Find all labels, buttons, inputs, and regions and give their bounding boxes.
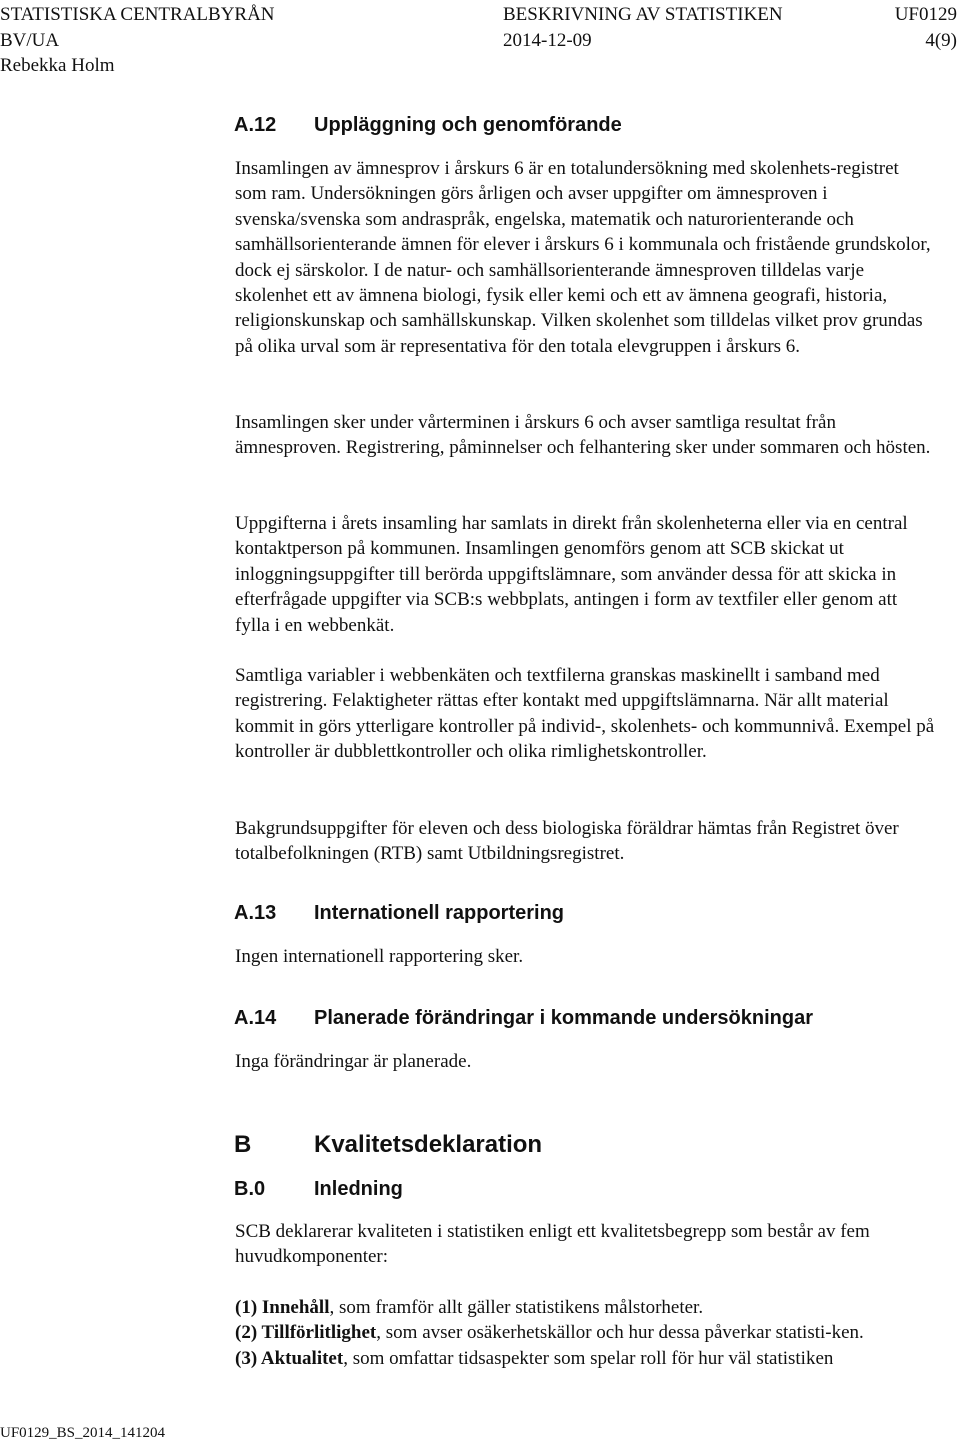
section-a12-heading xyxy=(234,114,622,137)
header-doc-code: UF0129 xyxy=(894,4,957,25)
section-a13-heading xyxy=(234,902,564,925)
paragraph: Uppgifterna i årets insamling har samlats in direkt från skolenheterna eller via en central kontaktperson på kommunen. Insamlingen genomförs genom att SCB skickat ut inloggningsuppgifter till berörda uppgiftslämnare, som använder dessa för att skicka in efterfrågade uppgifter via SCB:s webbplats, antingen i form av textfiler eller genom att fylla i en webbenkät. xyxy=(235,513,908,636)
footer-code: UF0129_BS_2014_141204 xyxy=(0,1425,166,1441)
paragraph: SCB deklarerar kvaliteten i statistiken enligt ett kvalitetsbegrepp som består av fem huvudkomponenter: xyxy=(235,1221,870,1268)
list-item xyxy=(235,1346,935,1371)
component-list xyxy=(235,1295,935,1371)
header-doc-type: BESKRIVNING AV STATISTIKEN xyxy=(503,4,783,25)
paragraph: Ingen internationell rapportering sker. xyxy=(235,946,524,967)
section-title: Uppläggning och genomförande xyxy=(314,114,622,136)
list-item xyxy=(235,1295,935,1320)
paragraph: Inga förändringar är planerade. xyxy=(235,1051,472,1072)
section-b-heading xyxy=(234,1131,542,1159)
section-title: Kvalitetsdeklaration xyxy=(314,1131,543,1158)
section-title: Inledning xyxy=(314,1178,403,1200)
header-unit: BV/UA xyxy=(0,30,60,51)
section-title: Planerade förändringar i kommande undersökningar xyxy=(314,1007,814,1029)
section-a14-heading xyxy=(234,1007,813,1030)
section-number: A.14 xyxy=(234,1007,277,1029)
header-org: STATISTISKA CENTRALBYRÅN xyxy=(0,4,275,25)
section-number: B xyxy=(234,1131,252,1158)
paragraph: Insamlingen sker under vårterminen i årskurs 6 och avser samtliga resultat från ämnesproven. Registrering, påminnelser och felhantering sker under sommaren och hösten. xyxy=(235,412,931,459)
section-b0-heading xyxy=(234,1178,403,1201)
component-text: , som avser osäkerhetskällor och hur dessa påverkar statisti-ken. xyxy=(376,1322,864,1344)
component-label: (1) Innehåll xyxy=(235,1297,330,1318)
paragraph: Samtliga variabler i webbenkäten och textfilerna granskas maskinellt i samband med registrering. Felaktigheter rättas efter kontakt med uppgiftslämnarna. När allt material kommit in görs ytterligare kontroller på individ-, skolenhets- och kommunnivå. Exempel på kontroller är dubblettkontroller och olika rimlighetskontroller. xyxy=(235,665,935,763)
header-author: Rebekka Holm xyxy=(0,55,115,76)
section-number: B.0 xyxy=(234,1178,266,1200)
component-label: (2) Tillförlitlighet xyxy=(235,1322,377,1344)
component-text: , som omfattar tidsaspekter som spelar roll för hur väl statistiken xyxy=(343,1347,834,1369)
section-number: A.13 xyxy=(234,902,277,924)
paragraph: Insamlingen av ämnesprov i årskurs 6 är en totalundersökning med skolenhets-registret som ram. Undersökningen görs årligen och avser uppgifter om ämnesproven i svenska/svenska som andraspråk, engelska, matematik och naturorienterande och samhällsorienterande ämnen för elever i årskurs 6 i kommunala och fristående grundskolor, dock ej särskolor. I de natur- och samhällsorienterande ämnesproven tilldelas varje skolenhet ett av ämnena biologi, fysik eller kemi och ett av ämnena geografi, historia, religionskunskap och samhällskunskap. Vilken skolenhet som tilldelas vilket prov grundas på olika urval som är representativa för den totala elevgruppen i årskurs 6. xyxy=(235,158,931,357)
component-label: (3) Aktualitet xyxy=(235,1347,344,1369)
component-text: , som framför allt gäller statistikens målstorheter. xyxy=(329,1297,704,1318)
header-page-number: 4(9) xyxy=(925,30,957,51)
list-item xyxy=(235,1320,935,1345)
paragraph: Bakgrundsuppgifter för eleven och dess biologiska föräldrar hämtas från Registret över totalbefolkningen (RTB) samt Utbildningsregistret. xyxy=(235,818,899,865)
section-title: Internationell rapportering xyxy=(314,902,565,924)
header-date: 2014-12-09 xyxy=(503,30,592,51)
section-number: A.12 xyxy=(234,114,277,136)
